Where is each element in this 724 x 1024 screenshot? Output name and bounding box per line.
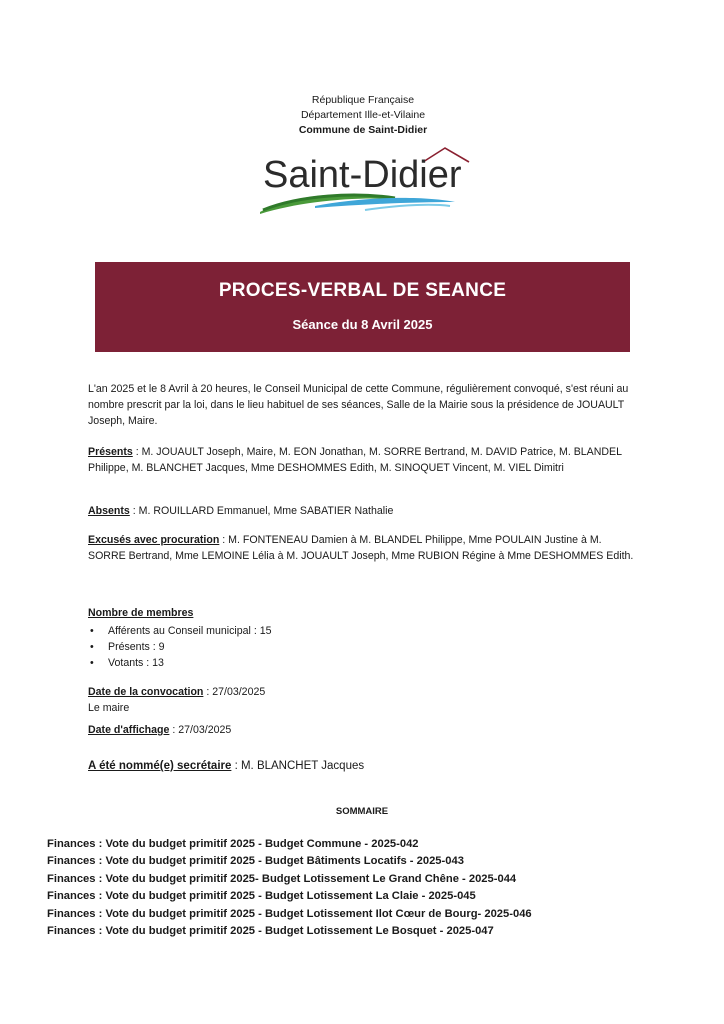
affichage-label: Date d'affichage bbox=[88, 724, 170, 736]
header-commune: Commune de Saint-Didier bbox=[298, 124, 428, 136]
list-item: • Présents : 9 bbox=[88, 639, 636, 655]
excuses-label: Excusés avec procuration bbox=[88, 534, 220, 546]
membres-list bbox=[88, 623, 636, 671]
intro-paragraph: L'an 2025 et le 8 Avril à 20 heures, le Conseil Municipal de cette Commune, régulièrement convoqué, s'est réuni au nombre prescrit par la loi, dans le lieu habituel de ses séances, Salle de la Mairie sous la présidence de JOUAULT Joseph, Maire. bbox=[88, 383, 629, 427]
sommaire-item: Finances : Vote du budget primitif 2025 - Budget Lotissement La Claie - 2025-045 bbox=[47, 890, 476, 903]
commune-header bbox=[258, 93, 468, 138]
sommaire-item: Finances : Vote du budget primitif 2025 - Budget Lotissement Ilot Cœur de Bourg- 2025-046 bbox=[47, 907, 532, 920]
convocation-signer: Le maire bbox=[88, 702, 130, 714]
sommaire-item: Finances : Vote du budget primitif 2025 - Budget Lotissement Le Bosquet - 2025-047 bbox=[47, 925, 494, 938]
affichage-date: : 27/03/2025 bbox=[169, 724, 232, 736]
presents-label: Présents bbox=[88, 446, 133, 458]
absents-paragraph bbox=[88, 503, 636, 519]
logo-wordmark: Saint-Didier bbox=[263, 154, 462, 196]
presents-paragraph bbox=[88, 444, 636, 476]
session-date: Séance du 8 Avril 2025 bbox=[292, 317, 433, 332]
affichage-section bbox=[88, 722, 636, 738]
document-title: PROCES-VERBAL DE SEANCE bbox=[218, 280, 507, 301]
list-item: • Votants : 13 bbox=[88, 655, 636, 671]
sommaire-list bbox=[47, 836, 667, 940]
absents-text: : M. ROUILLARD Emmanuel, Mme SABATIER Nathalie bbox=[129, 505, 394, 517]
header-republique: République Française bbox=[311, 94, 415, 106]
sommaire-item: Finances : Vote du budget primitif 2025- Budget Lotissement Le Grand Chêne - 2025-044 bbox=[47, 872, 517, 885]
excuses-text: : M. FONTENEAU Damien à M. BLANDEL Philippe, Mme POULAIN Justine à M. SORRE Bertrand, Mme LEMOINE Lélia à M. JOUAULT Joseph, Mme RUBION Régine à Mme DESHOMMES Edith. bbox=[88, 534, 634, 562]
membres-label: Nombre de membres bbox=[88, 607, 194, 619]
convocation-section bbox=[88, 684, 636, 716]
list-item: • Afférents au Conseil municipal : 15 bbox=[88, 623, 636, 639]
presents-text: : M. JOUAULT Joseph, Maire, M. EON Jonathan, M. SORRE Bertrand, M. DAVID Patrice, M. BLANDEL Philippe, M. BLANCHET Jacques, Mme DESHOMMES Edith, M. SINOQUET Vincent, M. VIEL Dimitri bbox=[88, 446, 622, 474]
excuses-paragraph bbox=[88, 532, 636, 564]
membres-section bbox=[88, 605, 636, 671]
secretaire-line bbox=[88, 760, 364, 772]
secretaire-name: : M. BLANCHET Jacques bbox=[231, 760, 365, 772]
absents-label: Absents bbox=[88, 505, 130, 517]
sommaire-item: Finances : Vote du budget primitif 2025 - Budget Bâtiments Locatifs - 2025-043 bbox=[47, 855, 464, 868]
convocation-date: : 27/03/2025 bbox=[203, 686, 266, 698]
sommaire-item: Finances : Vote du budget primitif 2025 - Budget Commune - 2025-042 bbox=[47, 838, 419, 850]
header-departement: Département Ille-et-Vilaine bbox=[300, 109, 426, 121]
convocation-label: Date de la convocation bbox=[88, 686, 204, 698]
title-banner bbox=[95, 262, 630, 352]
saint-didier-logo bbox=[255, 140, 480, 220]
secretaire-label: A été nommé(e) secrétaire bbox=[88, 760, 232, 772]
sommaire-title: SOMMAIRE bbox=[335, 806, 389, 817]
